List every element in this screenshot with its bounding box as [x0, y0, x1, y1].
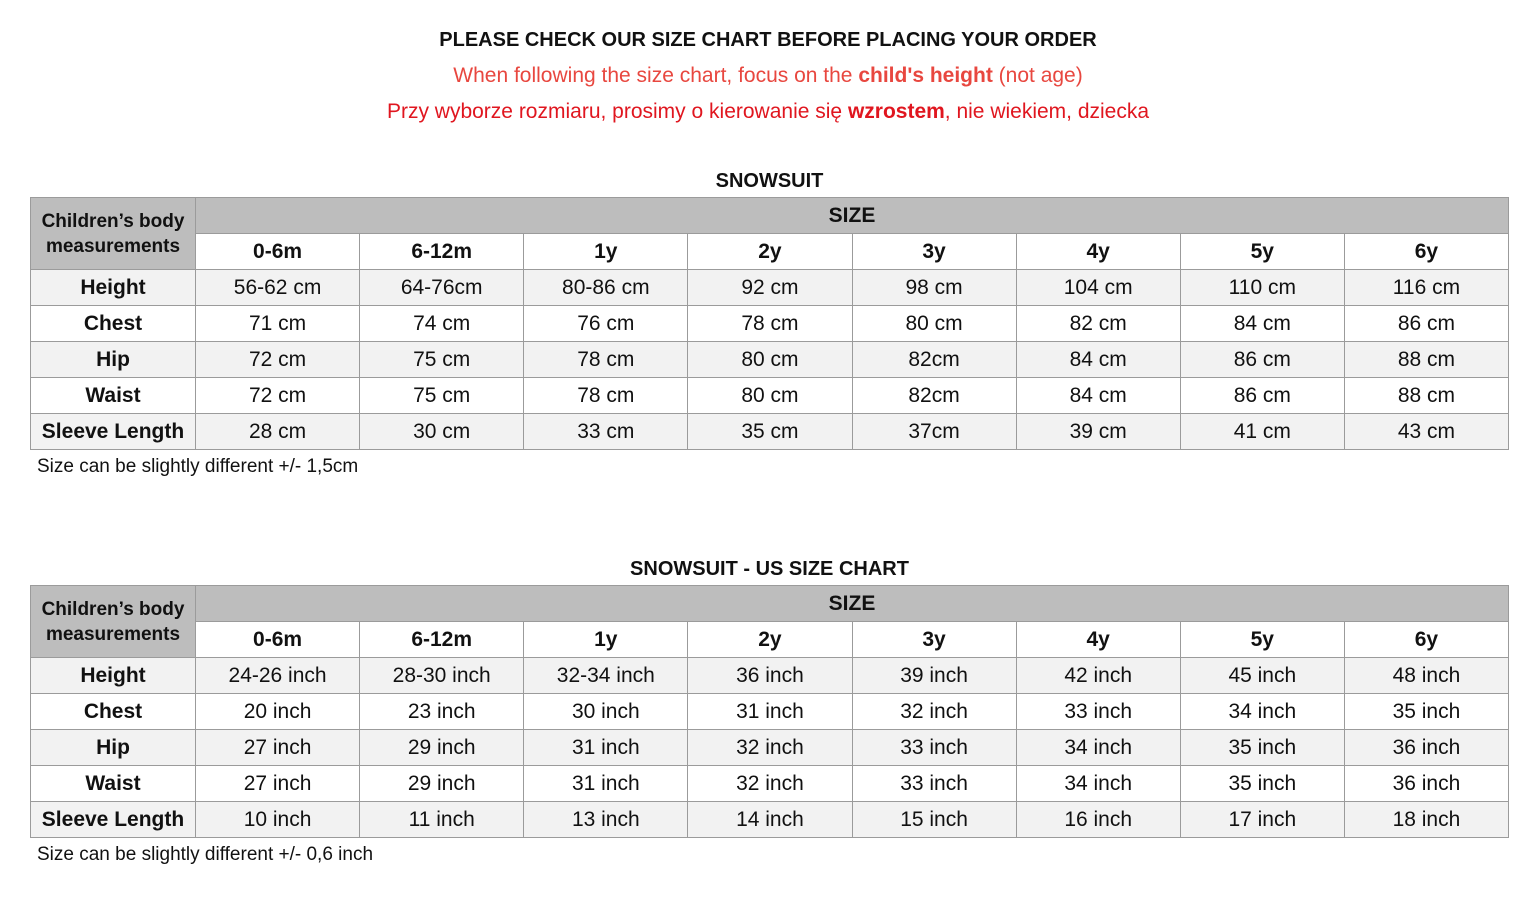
measurement-value: 78 cm	[524, 378, 688, 414]
measurement-value: 80-86 cm	[524, 270, 688, 306]
size-column-header: 4y	[1016, 234, 1180, 270]
measurement-label: Waist	[31, 378, 196, 414]
tolerance-note: Size can be slightly different +/- 0,6 inch	[37, 844, 374, 865]
size-column-header: 0-6m	[196, 622, 360, 658]
size-column-header: 2y	[688, 622, 852, 658]
instruction-pl-emphasis: wzrostem	[847, 100, 945, 123]
table-row	[31, 694, 1509, 730]
measurement-label: Chest	[31, 694, 196, 730]
measurement-value: 86 cm	[1344, 306, 1508, 342]
table-row	[31, 658, 1509, 694]
measurement-value: 33 inch	[852, 730, 1016, 766]
measurement-value: 110 cm	[1180, 270, 1344, 306]
measurement-value: 88 cm	[1344, 378, 1508, 414]
measurement-value: 78 cm	[688, 306, 852, 342]
size-column-header: 2y	[688, 234, 852, 270]
table-row	[31, 414, 1509, 450]
measurement-value: 28-30 inch	[360, 658, 524, 694]
measurement-value: 41 cm	[1180, 414, 1344, 450]
measurement-label: Sleeve Length	[31, 802, 196, 838]
instruction-en-suffix: (not age)	[992, 64, 1083, 87]
measurement-value: 82cm	[852, 378, 1016, 414]
measurement-value: 35 inch	[1180, 730, 1344, 766]
measurement-value: 17 inch	[1180, 802, 1344, 838]
size-header: SIZE	[196, 586, 1509, 622]
height-instruction-en	[0, 58, 1536, 94]
measurement-value: 34 inch	[1016, 730, 1180, 766]
snowsuit-us-section	[30, 553, 1509, 872]
measurement-value: 42 inch	[1016, 658, 1180, 694]
size-table	[30, 585, 1509, 838]
measurement-value: 80 cm	[688, 342, 852, 378]
measurement-label: Height	[31, 658, 196, 694]
table-row	[31, 378, 1509, 414]
instruction-pl-text: Przy wyborze rozmiaru, prosimy o kierowanie się	[386, 100, 848, 123]
measurement-value: 35 inch	[1180, 766, 1344, 802]
size-column-header: 5y	[1180, 622, 1344, 658]
tolerance-note: Size can be slightly different +/- 1,5cm	[37, 456, 359, 477]
measurement-value: 29 inch	[360, 730, 524, 766]
page-title: PLEASE CHECK OUR SIZE CHART BEFORE PLACING YOUR ORDER	[439, 29, 1097, 51]
measurement-value: 30 inch	[524, 694, 688, 730]
table-row	[31, 342, 1509, 378]
measurement-value: 20 inch	[196, 694, 360, 730]
measurement-value: 35 cm	[688, 414, 852, 450]
measurement-value: 88 cm	[1344, 342, 1508, 378]
table-row	[31, 306, 1509, 342]
measurement-value: 36 inch	[1344, 766, 1508, 802]
measurement-value: 27 inch	[196, 730, 360, 766]
measurement-value: 28 cm	[196, 414, 360, 450]
page-header	[0, 22, 1536, 130]
height-instruction-pl	[0, 94, 1536, 130]
measurement-value: 71 cm	[196, 306, 360, 342]
measurement-label: Waist	[31, 766, 196, 802]
measurement-value: 14 inch	[688, 802, 852, 838]
measurement-value: 72 cm	[196, 342, 360, 378]
measurement-value: 34 inch	[1180, 694, 1344, 730]
measurement-value: 23 inch	[360, 694, 524, 730]
table-row	[31, 766, 1509, 802]
measurement-value: 82cm	[852, 342, 1016, 378]
size-column-header: 3y	[852, 622, 1016, 658]
size-column-header: 6-12m	[360, 622, 524, 658]
measurement-label: Hip	[31, 342, 196, 378]
measurement-value: 86 cm	[1180, 378, 1344, 414]
corner-header: Children’s body measurements	[31, 198, 196, 270]
measurement-value: 98 cm	[852, 270, 1016, 306]
size-column-header: 6-12m	[360, 234, 524, 270]
measurement-value: 72 cm	[196, 378, 360, 414]
measurement-value: 48 inch	[1344, 658, 1508, 694]
measurement-value: 37cm	[852, 414, 1016, 450]
measurement-value: 80 cm	[852, 306, 1016, 342]
measurement-value: 13 inch	[524, 802, 688, 838]
measurement-value: 32 inch	[852, 694, 1016, 730]
instruction-en-emphasis: child's height	[858, 64, 993, 87]
measurement-value: 33 inch	[1016, 694, 1180, 730]
measurement-value: 27 inch	[196, 766, 360, 802]
measurement-value: 76 cm	[524, 306, 688, 342]
measurement-value: 45 inch	[1180, 658, 1344, 694]
size-column-header: 6y	[1344, 234, 1508, 270]
measurement-value: 32-34 inch	[524, 658, 688, 694]
size-column-header: 1y	[524, 622, 688, 658]
instruction-pl-suffix: , nie wiekiem, dziecka	[944, 100, 1150, 123]
size-column-header: 6y	[1344, 622, 1508, 658]
measurement-value: 104 cm	[1016, 270, 1180, 306]
size-column-header: 5y	[1180, 234, 1344, 270]
section-title: SNOWSUIT	[715, 170, 824, 192]
corner-header: Children’s body measurements	[31, 586, 196, 658]
measurement-value: 24-26 inch	[196, 658, 360, 694]
size-column-header: 1y	[524, 234, 688, 270]
measurement-value: 116 cm	[1344, 270, 1508, 306]
measurement-value: 39 inch	[852, 658, 1016, 694]
instruction-en-text: When following the size chart, focus on the	[453, 64, 859, 87]
measurement-value: 18 inch	[1344, 802, 1508, 838]
measurement-value: 32 inch	[688, 766, 852, 802]
measurement-value: 30 cm	[360, 414, 524, 450]
table-row	[31, 730, 1509, 766]
measurement-value: 16 inch	[1016, 802, 1180, 838]
measurement-label: Chest	[31, 306, 196, 342]
measurement-value: 43 cm	[1344, 414, 1508, 450]
measurement-value: 84 cm	[1016, 378, 1180, 414]
size-column-header: 4y	[1016, 622, 1180, 658]
measurement-value: 56-62 cm	[196, 270, 360, 306]
measurement-value: 10 inch	[196, 802, 360, 838]
measurement-value: 29 inch	[360, 766, 524, 802]
measurement-value: 32 inch	[688, 730, 852, 766]
size-column-header: 3y	[852, 234, 1016, 270]
size-column-header: 0-6m	[196, 234, 360, 270]
measurement-value: 64-76cm	[360, 270, 524, 306]
measurement-value: 11 inch	[360, 802, 524, 838]
measurement-value: 35 inch	[1344, 694, 1508, 730]
measurement-value: 92 cm	[688, 270, 852, 306]
snowsuit-eu-section	[30, 165, 1509, 484]
measurement-value: 33 inch	[852, 766, 1016, 802]
measurement-value: 31 inch	[688, 694, 852, 730]
measurement-value: 31 inch	[524, 730, 688, 766]
measurement-label: Height	[31, 270, 196, 306]
measurement-value: 84 cm	[1180, 306, 1344, 342]
table-row	[31, 802, 1509, 838]
measurement-value: 75 cm	[360, 378, 524, 414]
measurement-value: 74 cm	[360, 306, 524, 342]
measurement-value: 86 cm	[1180, 342, 1344, 378]
measurement-value: 84 cm	[1016, 342, 1180, 378]
size-header: SIZE	[196, 198, 1509, 234]
size-table	[30, 197, 1509, 450]
table-row	[31, 270, 1509, 306]
measurement-value: 15 inch	[852, 802, 1016, 838]
measurement-value: 82 cm	[1016, 306, 1180, 342]
measurement-label: Hip	[31, 730, 196, 766]
measurement-value: 33 cm	[524, 414, 688, 450]
measurement-label: Sleeve Length	[31, 414, 196, 450]
measurement-value: 34 inch	[1016, 766, 1180, 802]
measurement-value: 75 cm	[360, 342, 524, 378]
measurement-value: 36 inch	[688, 658, 852, 694]
measurement-value: 80 cm	[688, 378, 852, 414]
measurement-value: 39 cm	[1016, 414, 1180, 450]
measurement-value: 31 inch	[524, 766, 688, 802]
section-title: SNOWSUIT - US SIZE CHART	[630, 558, 909, 580]
measurement-value: 36 inch	[1344, 730, 1508, 766]
measurement-value: 78 cm	[524, 342, 688, 378]
